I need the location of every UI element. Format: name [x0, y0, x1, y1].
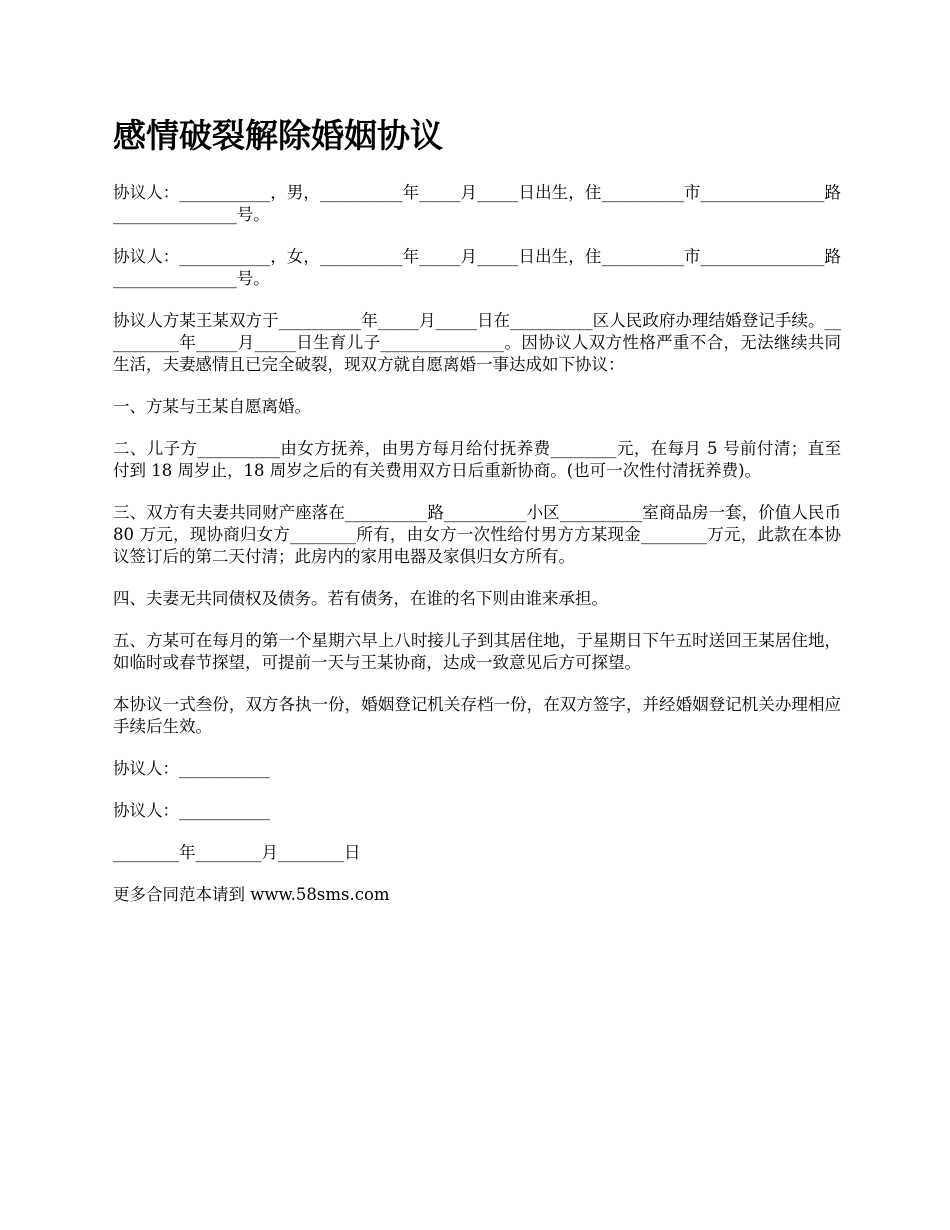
clause-4-debts: 四、夫妻无共同债权及债务。若有债务，在谁的名下则由谁来承担。 — [113, 589, 608, 608]
clause-2-child-custody: 二、儿子方__________由女方抚养，由男方每月给付抚养费________元，在每月 5 号前付清；直至付到 18 周岁止，18 周岁之后的有关费用双方日后重新协商。(也可一次性付清抚养费)。 — [113, 439, 841, 480]
document-page — [113, 112, 847, 926]
document-title: 感情破裂解除婚姻协议 — [113, 116, 443, 155]
footer-link-text: 更多合同范本请到 www.58sms.com — [113, 885, 390, 904]
marriage-background: 协议人方某王某双方于__________年_____月_____日在__________区人民政府办理结婚登记手续。__________年_____月_____日生育儿子_______________。因协议人双方性格严重不合，无法继续共同生活，夫妻感情且已完全破裂，现双方就自愿离婚一事达成如下协议： — [113, 311, 841, 374]
party-b-info: 协议人：___________，女，__________年_____月_____日出生，住__________市_______________路_______________号。 — [113, 247, 841, 288]
effectiveness-clause: 本协议一式叁份，双方各执一份，婚姻登记机关存档一份，在双方签字，并经婚姻登记机关办理相应手续后生效。 — [113, 695, 841, 736]
signature-party-a: 协议人：___________ — [113, 759, 270, 778]
party-a-info: 协议人：___________，男，__________年_____月_____日出生，住__________市_______________路_______________号。 — [113, 183, 841, 224]
clause-5-visitation: 五、方某可在每月的第一个星期六早上八时接儿子到其居住地，于星期日下午五时送回王某居住地，如临时或春节探望，可提前一天与王某协商，达成一致意见后方可探望。 — [113, 631, 841, 672]
signature-date: ________年________月________日 — [113, 843, 361, 862]
clause-1-divorce: 一、方某与王某自愿离婚。 — [113, 397, 311, 416]
signature-party-b: 协议人：___________ — [113, 801, 270, 820]
clause-3-property: 三、双方有夫妻共同财产座落在__________路__________小区__________室商品房一套，价值人民币 80 万元，现协商归女方________所有，由女方一次性给付男方方某现金________万元，此款在本协议签订后的第二天付清；此房内的家用电器及家俱归女方所有。 — [113, 503, 847, 566]
